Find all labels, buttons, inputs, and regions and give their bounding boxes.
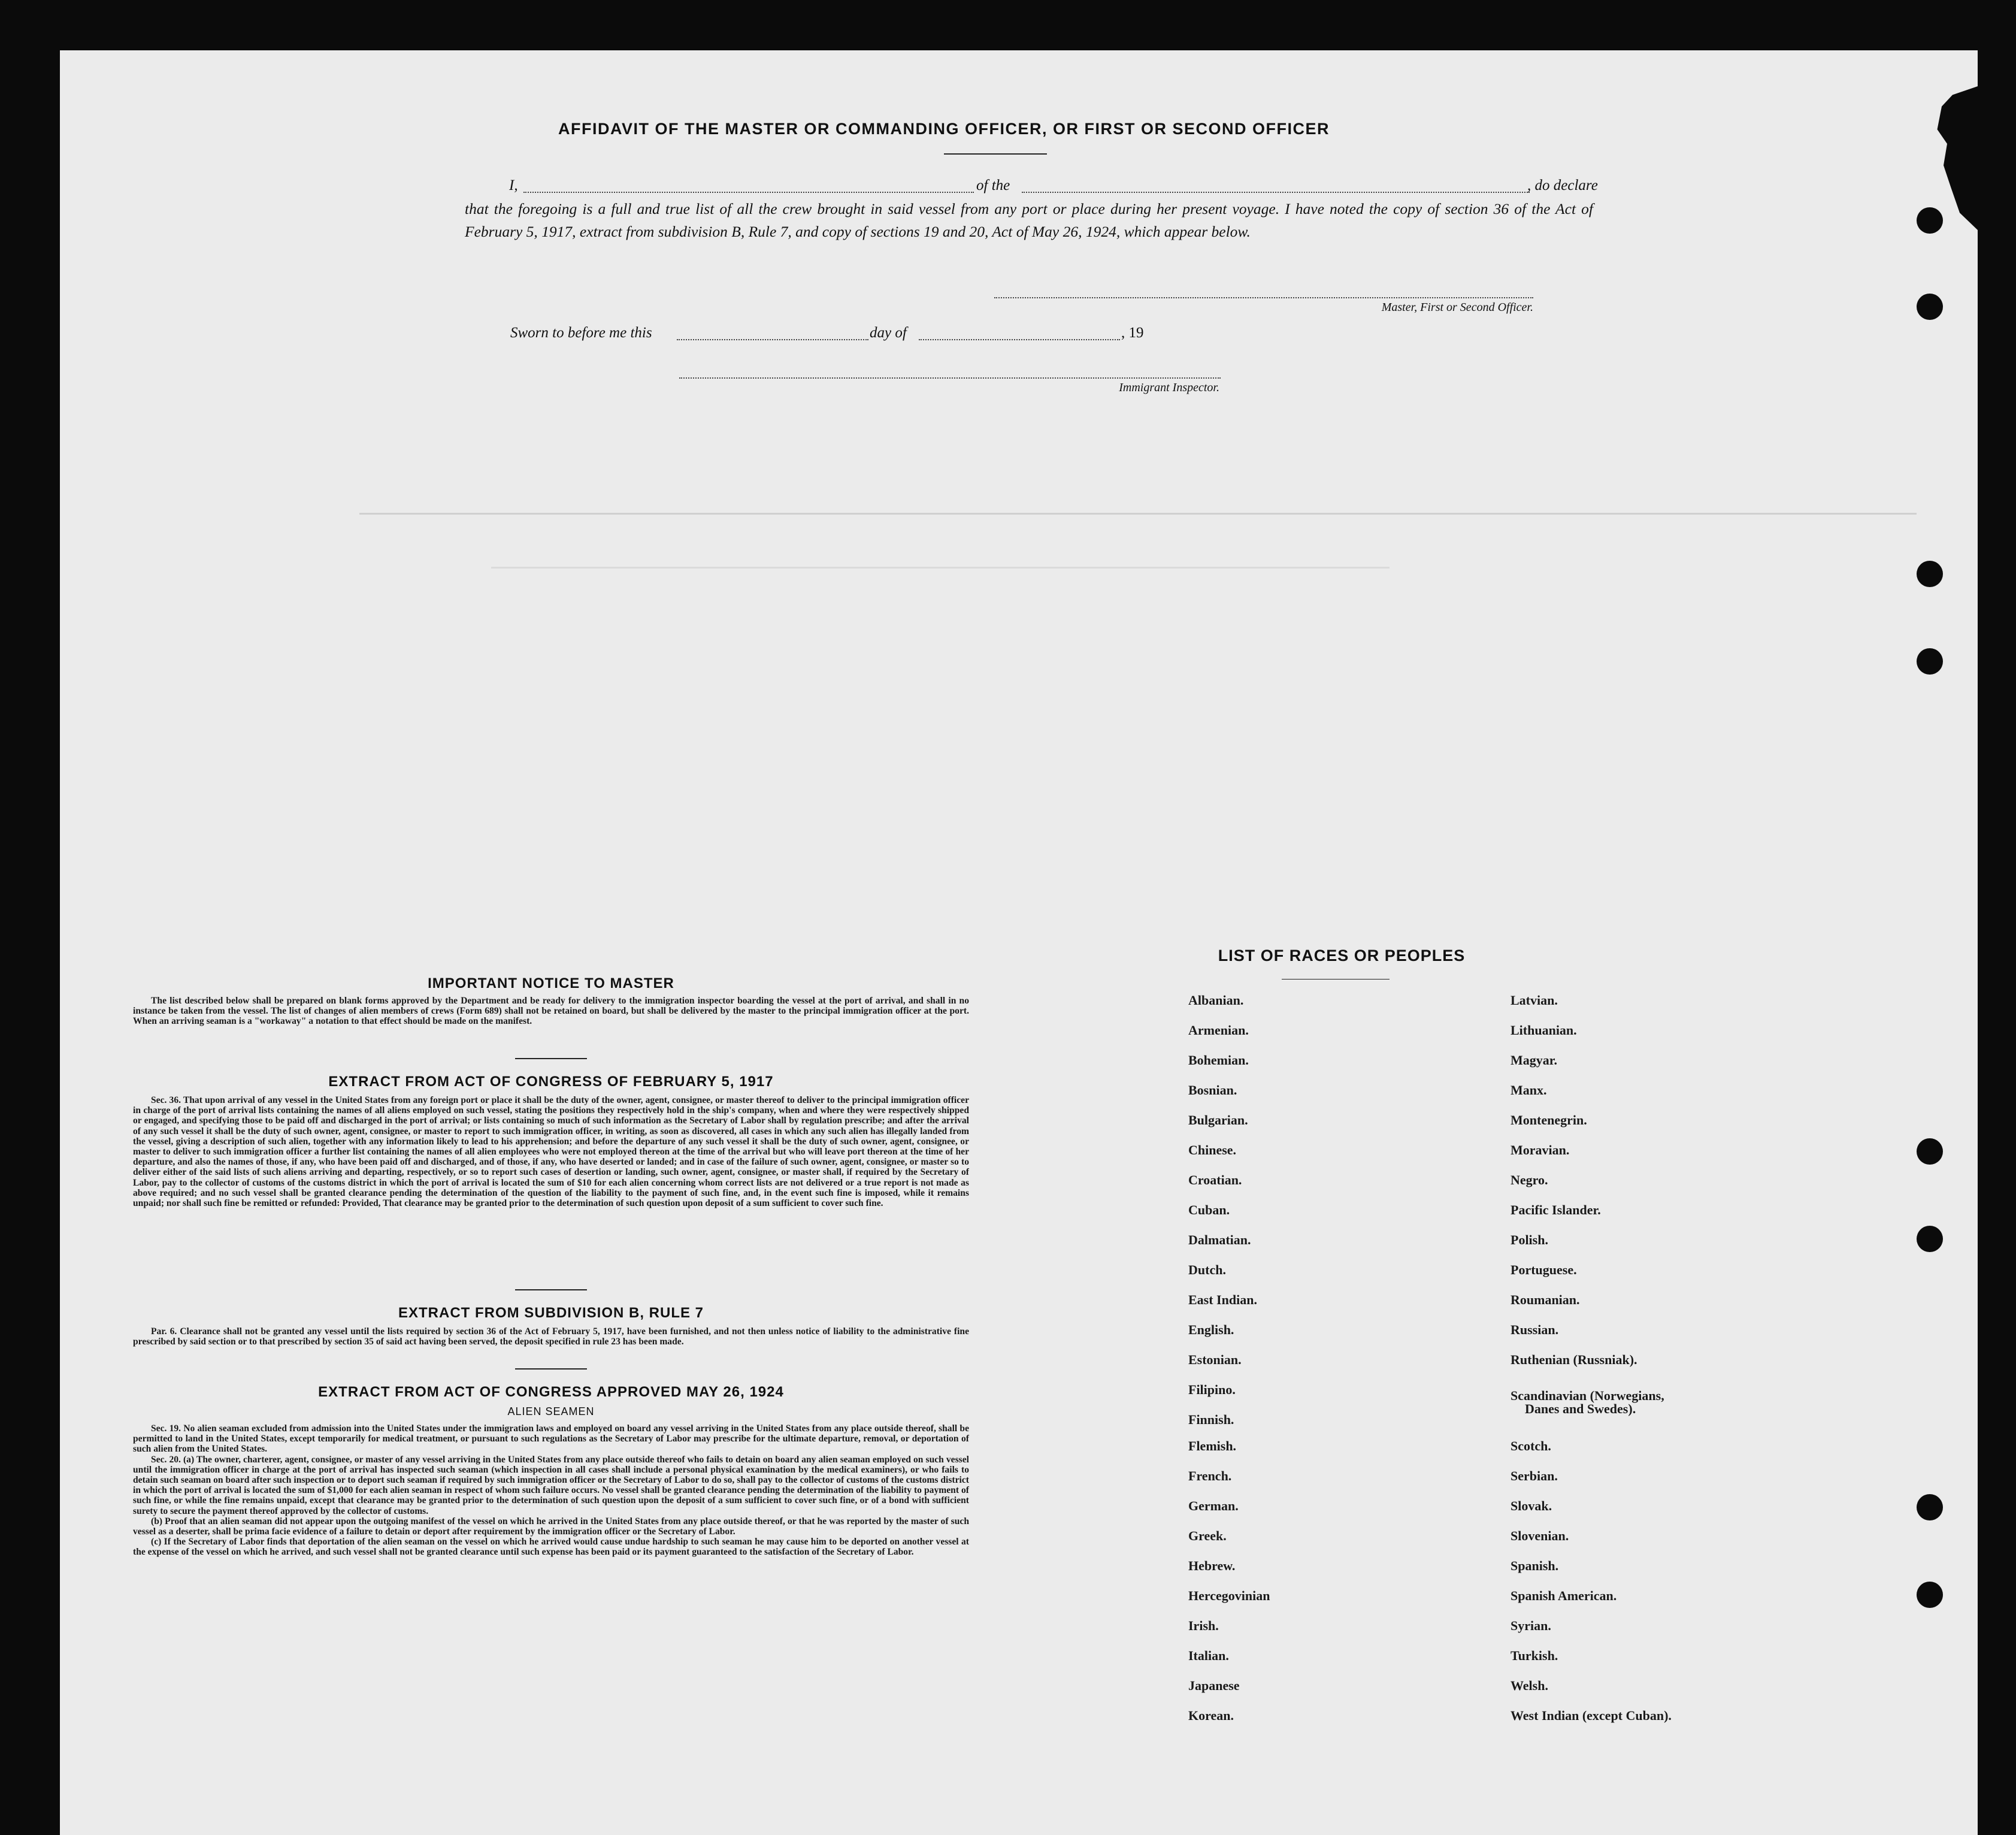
race-item: French. xyxy=(1188,1468,1232,1483)
races-title-underline xyxy=(1282,979,1390,980)
sec-19-paragraph: Sec. 19. No alien seaman excluded from admission into the United States under the immigration laws and employed on board any vessel arriving in the United States from any place outside thereof, shall be permitted to land in the United States, except temporarily for medical treatment, or pursuant to such regulations as the Secretary of Labor may prescribe for the ultimate departure, removal, or deportation of such alien from the United States. xyxy=(133,1423,969,1455)
document-page xyxy=(60,50,1978,1835)
race-item: German. xyxy=(1188,1498,1239,1513)
day-of-label: day of xyxy=(870,325,907,341)
race-item: Armenian. xyxy=(1188,1023,1249,1038)
race-item: East Indian. xyxy=(1188,1292,1257,1307)
race-item: Korean. xyxy=(1188,1708,1234,1723)
race-item: Turkish. xyxy=(1511,1648,1558,1663)
binder-hole xyxy=(1917,1494,1943,1520)
affidavit-body: that the foregoing is a full and true list of all the crew brought in said vessel from any port or place during her present voyage. I have noted the copy of section 36 of the Act of February 5, 1917, extract from subdivision B, Rule 7, and copy of sections 19 and 20, Act of May 26, 1924, which appear below. xyxy=(465,200,1593,240)
race-item: Welsh. xyxy=(1511,1678,1548,1693)
sec-20b-paragraph: (b) Proof that an alien seaman did not appear upon the outgoing manifest of the vessel on which he arrived in the United States from any place outside thereof, or that he was reported by the master of such vessel as a deserter, shall be prima facie evidence of a failure to detain or deport after requirement by the immigration officer or the Secretary of Labor. xyxy=(133,1516,969,1537)
extract-rule7-text: Par. 6. Clearance shall not be granted any vessel until the lists required by section 36 of the Act of February 5, 1917, have been furnished, and not then unless notice of liability to the administrative fine prescribed by said section or to that prescribed by section 35 of said act having been served, the deposit specified in rule 23 has been made. xyxy=(133,1326,969,1347)
sec-20a-paragraph: Sec. 20. (a) The owner, charterer, agent, consignee, or master of any vessel arriving in the United States from any place outside thereof who fails to detain on board any alien seaman employed on such vessel until the immigration officer in charge at the port of arrival has inspected such seaman (which inspection in all cases shall include a personal physical examination by the medical examiners), or who fails to detain such seaman on board after such inspection or to deport such seaman if required by such immigration officer or the Secretary of Labor to do so, shall pay to the collector of customs of the customs district in which the port of arrival is located the sum of $1,000 for each alien seaman in respect of whom such failure occurs. No vessel shall be granted clearance pending the determination of the liability to payment of such fine, or while the fine remains unpaid, except that clearance may be granted prior to the determination of such question upon the deposit of a sum sufficient to cover such fine, or of a bond with sufficient surety to secure the payment thereof approved by the collector of customs. xyxy=(133,1454,969,1516)
binder-hole xyxy=(1917,207,1943,234)
binder-hole xyxy=(1917,561,1943,587)
section-divider xyxy=(515,1058,587,1059)
race-item: Hercegovinian xyxy=(1188,1588,1270,1603)
race-item: Ruthenian (Russniak). xyxy=(1511,1352,1637,1367)
race-item: Cuban. xyxy=(1188,1202,1230,1217)
master-signature-line xyxy=(994,297,1533,298)
race-item: Latvian. xyxy=(1511,993,1558,1008)
race-item: Portuguese. xyxy=(1511,1262,1577,1277)
race-item: West Indian (except Cuban). xyxy=(1511,1708,1672,1723)
bleed-through-mark xyxy=(359,513,1917,515)
inspector-signature-line xyxy=(679,377,1221,379)
extract-rule7-title: EXTRACT FROM SUBDIVISION B, RULE 7 xyxy=(398,1305,704,1321)
name-blank xyxy=(523,192,974,193)
binder-hole xyxy=(1917,1582,1943,1608)
inspector-signature-caption: Immigrant Inspector. xyxy=(1119,381,1219,394)
race-item: Chinese. xyxy=(1188,1142,1237,1157)
affidavit-of-the-label: of the xyxy=(976,177,1010,194)
race-item: English. xyxy=(1188,1322,1234,1337)
binder-hole xyxy=(1917,294,1943,320)
year-label: , 19 xyxy=(1121,325,1144,341)
race-item: Filipino. xyxy=(1188,1382,1236,1397)
race-item: Spanish American. xyxy=(1511,1588,1617,1603)
race-item: Spanish. xyxy=(1511,1558,1559,1573)
race-item: Croatian. xyxy=(1188,1172,1242,1187)
binder-hole xyxy=(1917,1138,1943,1165)
race-item: Slovenian. xyxy=(1511,1528,1569,1543)
race-item: Irish. xyxy=(1188,1618,1219,1633)
extract-1917-text: Sec. 36. That upon arrival of any vessel in the United States from any foreign port or place it shall be the duty of the owner, agent, consignee, or master thereof to deliver to the principal immigration officer in charge of the port of arrival lists containing the names of all aliens employed on such vessel, stating the positions they respectively hold in the ship's company, when and where they were respectively shipped or engaged, and specifying those to be paid off and discharged in the port of arrival; or lists containing so much of such information as the Secretary of Labor shall by regulation prescribe; and after the arrival of any such vessel it shall be the duty of such owner, agent, consignee, or master to report to such immigration officer, in writing, as soon as discovered, all cases in which any such alien has illegally landed from the vessel, giving a description of such alien, together with any information likely to lead to his apprehension; and before the departure of any such vessel it shall be the duty of such owner, agent, consignee, or master to deliver to such immigration officer a further list containing the names of all alien employees who were not employed thereon at the time of the arrival but who will leave port thereon at the time of her departure, and also the names of those, if any, who have been paid off and discharged, and of those, if any, who have deserted or landed; and in case of the failure of such owner, agent, consignee, or master so to deliver either of the said lists of such aliens arriving and departing, respectively, or so to report such cases of desertion or landing, such owner, agent, consignee, or master shall, if required by the Secretary of Labor, pay to the collector of customs of the customs district in which the port of arrival is located the sum of $10 for each alien concerning whom correct lists are not delivered or a true report is not made as above required; and no such vessel shall be granted clearance pending the determination of the question of the liability to the payment of such fine, and, in the event such fine is imposed, while it remains unpaid; nor shall such fine be remitted or refunded: Provided, That clearance may be granted prior to the determination of such question upon deposit of a sum sufficient to cover such fine. xyxy=(133,1095,969,1209)
sworn-day-blank xyxy=(677,339,868,340)
affidavit-declare-label: , do declare xyxy=(1527,177,1598,194)
sworn-label: Sworn to before me this xyxy=(510,325,652,341)
binder-hole xyxy=(1917,1226,1943,1252)
race-item: Slovak. xyxy=(1511,1498,1552,1513)
binder-hole xyxy=(1917,648,1943,675)
race-item: Negro. xyxy=(1511,1172,1548,1187)
race-item: Bohemian. xyxy=(1188,1053,1249,1068)
extract-1924-title: EXTRACT FROM ACT OF CONGRESS APPROVED MAY 26, 1924 xyxy=(318,1384,784,1400)
race-item: Dutch. xyxy=(1188,1262,1226,1277)
race-item: Scotch. xyxy=(1511,1438,1551,1453)
notice-title: IMPORTANT NOTICE TO MASTER xyxy=(428,975,674,991)
title-underline xyxy=(944,153,1047,155)
race-item-continued: Danes and Swedes). xyxy=(1525,1401,1636,1416)
extract-1917-title: EXTRACT FROM ACT OF CONGRESS OF FEBRUARY 5, 1917 xyxy=(328,1074,774,1090)
race-item: Bulgarian. xyxy=(1188,1113,1248,1127)
race-item: Japanese xyxy=(1188,1678,1240,1693)
sec-20c-paragraph: (c) If the Secretary of Labor finds that deportation of the alien seaman on the vessel on which he arrived would cause undue hardship to such seaman he may cause him to be deported on another vessel at the expense of the vessel on which he arrived, and such vessel shall not be granted clearance until such expense has been paid or its payment guaranteed to the satisfaction of the Secretary of Labor. xyxy=(133,1537,969,1558)
bleed-through-mark xyxy=(491,567,1390,569)
race-item: Scandinavian (Norwegians, xyxy=(1511,1388,1664,1403)
affidavit-title: AFFIDAVIT OF THE MASTER OR COMMANDING OFFICER, OR FIRST OR SECOND OFFICER xyxy=(558,120,1330,138)
extract-1924-subtitle: ALIEN SEAMEN xyxy=(507,1405,595,1417)
race-item: Italian. xyxy=(1188,1648,1229,1663)
race-item: Estonian. xyxy=(1188,1352,1242,1367)
race-item: Bosnian. xyxy=(1188,1083,1237,1098)
race-item: Finnish. xyxy=(1188,1412,1234,1427)
section-divider xyxy=(515,1289,587,1290)
race-item: Albanian. xyxy=(1188,993,1244,1008)
race-item: Serbian. xyxy=(1511,1468,1558,1483)
race-item: Polish. xyxy=(1511,1232,1548,1247)
race-item: Roumanian. xyxy=(1511,1292,1580,1307)
race-item: Pacific Islander. xyxy=(1511,1202,1601,1217)
race-item: Dalmatian. xyxy=(1188,1232,1251,1247)
vessel-blank xyxy=(1022,192,1530,193)
race-item: Montenegrin. xyxy=(1511,1113,1587,1127)
affidavit-i-label: I, xyxy=(509,177,518,194)
notice-text: The list described below shall be prepared on blank forms approved by the Department and be ready for delivery to the immigration inspector boarding the vessel at the port of arrival, and shall in no instance be taken from the vessel. The list of changes of alien members of crews (Form 689) shall not be retained on board, but shall be delivered by the master to the principal immigration officer at the port. When an arriving seaman is a "workaway" a notation to that effect should be made on the manifest. xyxy=(133,996,969,1027)
sworn-month-blank xyxy=(919,339,1120,340)
race-item: Manx. xyxy=(1511,1083,1547,1098)
race-item: Syrian. xyxy=(1511,1618,1551,1633)
race-item: Greek. xyxy=(1188,1528,1227,1543)
race-item: Hebrew. xyxy=(1188,1558,1236,1573)
race-item: Magyar. xyxy=(1511,1053,1558,1068)
extract-1924-text xyxy=(133,1423,969,1558)
race-item: Russian. xyxy=(1511,1322,1559,1337)
race-item: Moravian. xyxy=(1511,1142,1570,1157)
section-divider xyxy=(515,1368,587,1370)
race-item: Lithuanian. xyxy=(1511,1023,1577,1038)
master-signature-caption: Master, First or Second Officer. xyxy=(1381,301,1533,314)
race-item: Flemish. xyxy=(1188,1438,1237,1453)
races-title: LIST OF RACES OR PEOPLES xyxy=(1218,947,1466,965)
